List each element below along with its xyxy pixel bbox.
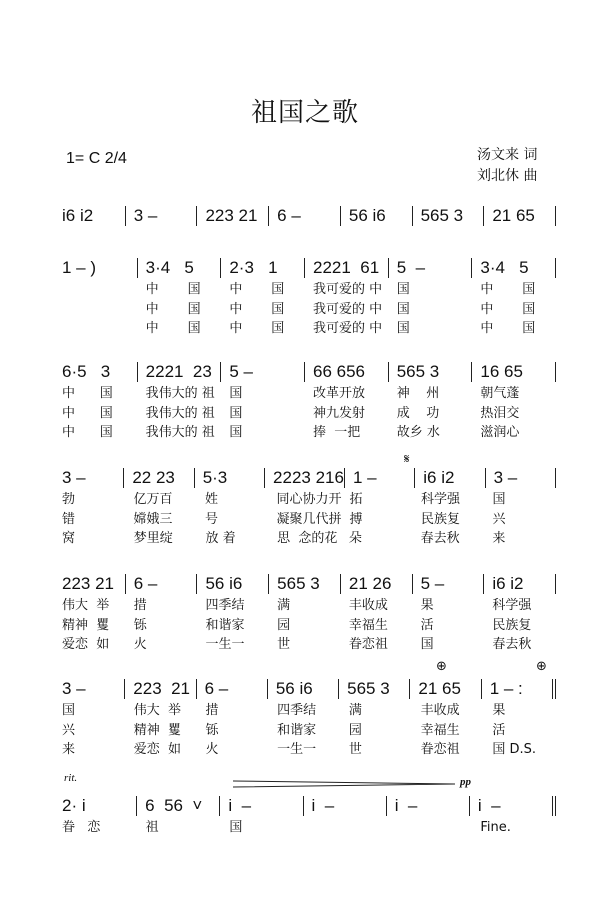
lyric-verse-1 xyxy=(62,280,556,300)
lyric-cell: 热泪交 xyxy=(480,405,520,421)
key-signature: 1= C 2/4 xyxy=(66,150,127,167)
lyric-cell: 春去秋 xyxy=(492,637,532,652)
lyric-cell: 我伟大的 祖 xyxy=(145,405,215,421)
notation-row xyxy=(62,794,556,818)
lyric-cell: 一生一 xyxy=(277,742,317,757)
measure: 66 656 xyxy=(304,362,388,382)
measure: 565 3 xyxy=(412,206,484,226)
measure: 565 3 xyxy=(338,679,409,699)
lyric-cell xyxy=(62,300,138,320)
lyric-cell: 爱恋 如 xyxy=(133,742,181,757)
lyric-cell: 国 xyxy=(229,425,243,440)
lyric-cell: 拓 xyxy=(349,492,363,507)
lyric-cell: 科学强 xyxy=(492,598,532,613)
lyric-cell: 滋润心 xyxy=(480,425,520,440)
lyric-cell: 朝气蓬 xyxy=(480,386,520,401)
lyric-verse-2 xyxy=(62,510,556,530)
lyric-cell: 搏 xyxy=(349,511,363,527)
lyric-cell: 勃 xyxy=(62,492,76,507)
notation-row xyxy=(62,572,556,596)
lyric-cell: 改革开放 xyxy=(313,386,366,401)
lyric-cell: 中 国 xyxy=(229,321,285,336)
lyric-cell: 精神 矍 xyxy=(133,722,181,738)
lyric-cell: 活 xyxy=(492,722,506,738)
lyric-cell: 民族复 xyxy=(421,511,461,527)
lyric-cell: 国 xyxy=(62,703,76,718)
lyric-verse-2 xyxy=(62,721,556,741)
lyric-cell: 果 xyxy=(492,703,506,718)
lyric-verse-3 xyxy=(62,423,556,443)
score-system xyxy=(62,204,556,228)
song-title: 祖国之歌 xyxy=(250,98,359,128)
lyric-cell: 祖 xyxy=(145,820,159,835)
measure: 6 56 ˅ xyxy=(136,796,219,816)
measure: 3·4 5 xyxy=(137,258,221,278)
measure: 21 65 xyxy=(483,206,556,226)
lyric-cell: 我伟大的 祖 xyxy=(145,425,215,440)
measure: 56 i6 xyxy=(267,679,338,699)
lyric-cell: 和谐家 xyxy=(205,617,245,633)
lyric-cell: 号 xyxy=(205,511,219,527)
lyric-cell: 国 xyxy=(492,492,506,507)
lyric-cell: 兴 xyxy=(492,511,506,527)
lyric-cell: 世 xyxy=(348,742,362,757)
measure: 5·3 xyxy=(194,468,264,488)
lyric-cell: 中 国 xyxy=(145,321,201,336)
lyric-cell: 幸福生 xyxy=(420,722,460,738)
coda-icon-end: ⊕ xyxy=(536,658,547,673)
lyric-cell: 梦里绽 xyxy=(133,531,173,546)
lyric-verse-3 xyxy=(62,529,556,549)
lyric-cell: 我可爱的 中 xyxy=(313,301,383,317)
pp-dynamic: pp xyxy=(460,776,471,788)
lyric-cell: 活 xyxy=(420,617,434,633)
lyric-cell: 中 国 xyxy=(480,321,536,336)
lyric-cell: 果 xyxy=(420,598,434,613)
measure: 5 – xyxy=(220,362,304,382)
lyric-verse-1 xyxy=(62,384,556,404)
lyric-cell xyxy=(62,319,138,339)
lyric-cell: 国 xyxy=(229,405,243,421)
lyric-cell: 铄 xyxy=(133,617,147,633)
lyric-cell: 兴 xyxy=(62,722,76,738)
lyric-verse-1 xyxy=(62,596,556,616)
lyric-cell: 来 xyxy=(492,531,506,546)
lyric-cell: 铄 xyxy=(205,722,219,738)
measure: i6 i2 xyxy=(483,574,556,594)
lyric-verse-2 xyxy=(62,404,556,424)
measure: 3 – xyxy=(62,468,86,487)
decrescendo-hairpin xyxy=(233,780,455,788)
measure: i – xyxy=(303,796,386,816)
lyric-cell: 丰收成 xyxy=(420,703,460,718)
lyric-cell: 伟大 举 xyxy=(62,598,110,613)
lyric-cell: 中 国 xyxy=(145,301,201,317)
lyric-cell: 中 国 xyxy=(62,405,113,421)
measure: 2· i xyxy=(62,796,86,815)
lyric-cell: 丰收成 xyxy=(348,598,388,613)
lyric-cell: 眷 恋 xyxy=(62,820,101,835)
lyric-cell: 国 D.S. xyxy=(492,742,536,757)
lyric-verse-1 xyxy=(62,701,556,721)
lyric-cell: 嫦娥三 xyxy=(133,511,173,527)
measure: i6 i2 xyxy=(414,468,484,488)
measure: 21 26 xyxy=(340,574,412,594)
lyric-cell: 园 xyxy=(277,617,291,633)
measure: 6 – xyxy=(125,574,197,594)
lyric-cell: 伟大 举 xyxy=(133,703,181,718)
measure: 223 21 xyxy=(124,679,195,699)
lyric-cell: 措 xyxy=(133,598,147,613)
lyric-cell: 同心协力开 xyxy=(276,492,342,507)
lyric-cell: 错 xyxy=(62,511,76,527)
measure: 3 – xyxy=(485,468,556,488)
lyric-cell: 火 xyxy=(205,742,219,757)
lyric-cell: 故乡 水 xyxy=(396,425,440,440)
lyric-cell: 亿万百 xyxy=(133,492,173,507)
lyric-cell: 凝聚几代拼 xyxy=(276,511,342,527)
score-system xyxy=(62,360,556,443)
measure: 565 3 xyxy=(388,362,472,382)
score-system xyxy=(62,256,556,339)
lyric-cell: 满 xyxy=(277,598,291,613)
measure: 1 – : xyxy=(481,679,556,699)
measure: i6 i2 xyxy=(62,206,94,225)
lyric-cell: 园 xyxy=(348,722,362,738)
lyric-cell: 我伟大的 祖 xyxy=(145,386,215,401)
lyric-cell: 朵 xyxy=(348,531,362,546)
segno-icon: 𝄋 xyxy=(404,451,410,466)
lyric-cell: 眷恋祖 xyxy=(348,637,388,652)
notation-row xyxy=(62,466,556,490)
lyric-cell: 火 xyxy=(133,637,147,652)
lyric-cell xyxy=(305,818,389,838)
lyricist: 汤文来 词 xyxy=(477,147,538,163)
lyric-verse-3 xyxy=(62,319,556,339)
credits xyxy=(477,145,537,187)
coda-icon: ⊕ xyxy=(436,658,447,673)
lyric-cell: 国 xyxy=(229,820,243,835)
composer: 刘北休 曲 xyxy=(477,168,538,184)
measure: i – xyxy=(386,796,469,816)
lyric-cell: 满 xyxy=(348,703,362,718)
measure: 1 – xyxy=(344,468,414,488)
lyric-cell: 四季结 xyxy=(205,598,245,613)
measure: 1 – ) xyxy=(62,258,97,277)
measure: 2221 23 xyxy=(137,362,221,382)
lyric-cell: 幸福生 xyxy=(348,617,388,633)
score-system xyxy=(62,677,556,760)
measure: 3 – xyxy=(125,206,197,226)
lyric-verse-2 xyxy=(62,300,556,320)
lyric-cell: 爱恋 如 xyxy=(62,637,110,652)
notation-row xyxy=(62,677,556,701)
measure: 3·4 5 xyxy=(471,258,556,278)
measure: 565 3 xyxy=(268,574,340,594)
lyric-cell: 春去秋 xyxy=(420,531,460,546)
lyric-cell: 我可爱的 中 xyxy=(313,282,383,297)
measure: 2221 61 xyxy=(304,258,388,278)
measure: i – xyxy=(219,796,302,816)
lyric-cell: 和谐家 xyxy=(277,722,317,738)
measure: 6 – xyxy=(196,679,267,699)
lyric-cell: 我可爱的 中 xyxy=(313,321,383,336)
measure: 2·3 1 xyxy=(220,258,304,278)
score-system xyxy=(62,794,556,838)
lyric-cell: 国 xyxy=(396,321,410,336)
lyric-cell: 中 国 xyxy=(480,301,536,317)
rit-marking: rit. xyxy=(64,772,78,784)
measure: 21 65 xyxy=(409,679,480,699)
measure: i – xyxy=(469,796,556,816)
lyric-verse-1 xyxy=(62,490,556,510)
lyric-verse-2 xyxy=(62,616,556,636)
measure: 3 – xyxy=(62,679,86,698)
lyric-cell: 神 州 xyxy=(396,386,440,401)
lyric-cell: 中 国 xyxy=(145,282,201,297)
notation-row xyxy=(62,256,556,280)
lyric-cell: 思 念的花 xyxy=(277,531,338,546)
lyric-verse-3 xyxy=(62,635,556,655)
lyric-cell: 中 国 xyxy=(229,282,285,297)
lyric-cell: 民族复 xyxy=(492,617,532,633)
measure: 5 – xyxy=(388,258,472,278)
lyric-cell: 姓 xyxy=(205,492,219,507)
lyric-cell: 国 xyxy=(420,637,434,652)
lyric-cell: 中 国 xyxy=(480,282,536,297)
lyric-verse-3 xyxy=(62,740,556,760)
measure: 223 21 xyxy=(62,574,114,593)
measure: 56 i6 xyxy=(196,574,268,594)
notation-row xyxy=(62,360,556,384)
lyric-cell: 精神 矍 xyxy=(62,617,110,633)
lyric-cell: 放 着 xyxy=(205,531,236,546)
measure: 5 – xyxy=(412,574,484,594)
measure: 223 21 xyxy=(196,206,268,226)
lyric-cell: 措 xyxy=(205,703,219,718)
lyric-cell: 四季结 xyxy=(277,703,317,718)
lyric-cell xyxy=(62,280,138,300)
lyric-cell: 来 xyxy=(62,742,76,757)
lyric-cell: 世 xyxy=(277,637,291,652)
measure: 6·5 3 xyxy=(62,362,111,381)
lyric-cell: 成 功 xyxy=(396,405,440,421)
lyric-cell: 中 国 xyxy=(62,425,113,440)
measure: 56 i6 xyxy=(340,206,412,226)
score-system xyxy=(62,572,556,655)
lyric-cell: 眷恋祖 xyxy=(420,742,460,757)
lyric-cell: 国 xyxy=(396,301,410,317)
score-system xyxy=(62,466,556,549)
measure: 2223 216 xyxy=(264,468,344,488)
measure: 16 65 xyxy=(471,362,556,382)
lyric-cell: 国 xyxy=(396,282,410,297)
lyric-cell: 一生一 xyxy=(205,637,245,652)
lyric-verse-1 xyxy=(62,818,556,838)
lyric-cell: 中 国 xyxy=(62,386,113,401)
lyric-cell: 国 xyxy=(229,386,243,401)
measure: 22 23 xyxy=(123,468,193,488)
notation-row xyxy=(62,204,556,228)
measure: 6 – xyxy=(268,206,340,226)
lyric-cell: 神九发射 xyxy=(313,405,366,421)
lyric-cell: 窝 xyxy=(62,531,76,546)
lyric-cell: 科学强 xyxy=(421,492,461,507)
lyric-cell xyxy=(389,818,473,838)
lyric-cell: Fine. xyxy=(480,820,511,835)
lyric-cell: 中 国 xyxy=(229,301,285,317)
lyric-cell: 捧 一把 xyxy=(313,425,361,440)
